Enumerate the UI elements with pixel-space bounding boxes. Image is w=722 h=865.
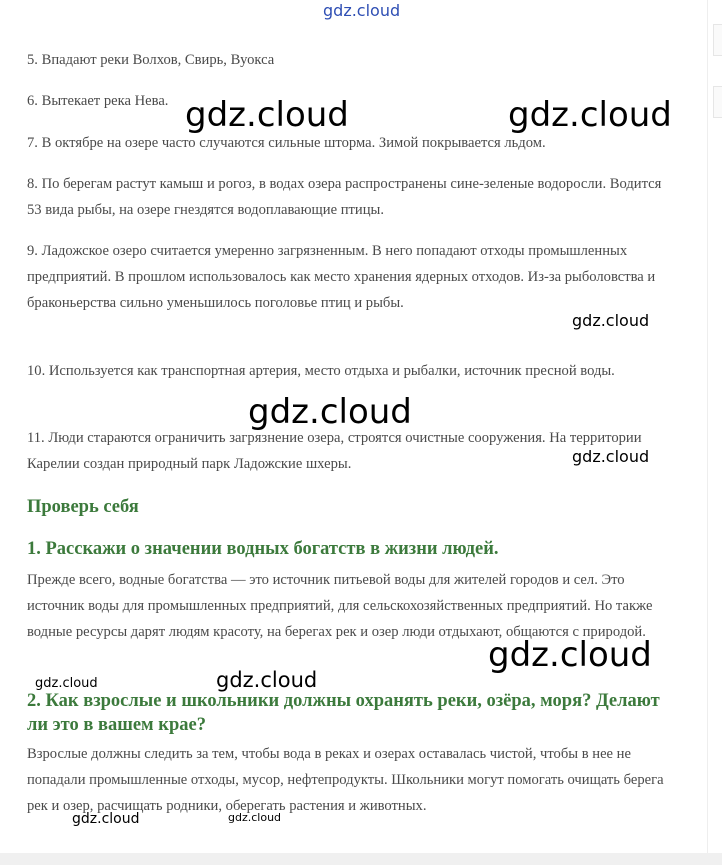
right-edge-panel (707, 0, 722, 865)
watermark: gdz.cloud (488, 635, 652, 675)
watermark: gdz.cloud (72, 811, 140, 827)
watermark: gdz.cloud (35, 676, 98, 691)
answer-8: 8. По берегам растут камыш и рогоз, в водах озера распространены сине-зеленые водоросли. Водится 53 вида рыбы, на озере гнездятся водоплавающие птицы. (27, 176, 662, 218)
side-widget (713, 24, 722, 56)
answer-7: 7. В октябре на озере часто случаются сильные шторма. Зимой покрывается льдом. (27, 135, 546, 151)
answer-9: 9. Ладожское озеро считается умеренно загрязненным. В него попадают отходы промышленных предприятий. В прошлом использовалось как место хранения ядерных отходов. Из-за рыболовства и браконьерства сильно уменьшилось поголовье птиц и рыбы. (27, 243, 656, 311)
watermark: gdz.cloud (216, 668, 318, 692)
watermark-top: gdz.cloud (323, 1, 401, 20)
answer-11: 11. Люди стараются ограничить загрязнение озера, строятся очистные сооружения. На территории Карелии создан природный парк Ладожские шхеры. (27, 430, 642, 472)
answer-6: 6. Вытекает река Нева. (27, 93, 169, 109)
answer-10: 10. Используется как транспортная артерия, место отдыха и рыбалки, источник пресной воды. (27, 363, 615, 379)
footer-divider (0, 853, 722, 865)
side-widget (713, 86, 722, 118)
watermark: gdz.cloud (508, 95, 672, 135)
watermark: gdz.cloud (248, 392, 412, 432)
watermark: gdz.cloud (185, 95, 349, 135)
watermark: gdz.cloud (572, 311, 650, 330)
question-1-answer: Прежде всего, водные богатства — это источник питьевой воды для жителей городов и сел. Это источник воды для промышленных предприятий, для сельскохозяйственных предприятий. Но также водные ресурсы дарят людям красоту, на берегах рек и озер люди отдыхают, общаются с природой. (27, 572, 653, 640)
answer-5: 5. Впадают реки Волхов, Свирь, Вуокса (27, 52, 275, 68)
check-section-title: Проверь себя (27, 497, 139, 517)
question-1-heading: 1. Расскажи о значении водных богатств в жизни людей. (27, 539, 499, 559)
watermark: gdz.cloud (228, 811, 282, 824)
question-2-heading: 2. Как взрослые и школьники должны охранять реки, озёра, моря? Делают ли это в вашем крае? (27, 691, 660, 735)
watermark: gdz.cloud (572, 447, 650, 466)
question-2-answer: Взрослые должны следить за тем, чтобы вода в реках и озерах оставалась чистой, чтобы в нее не попадали промышленные отходы, мусор, нефтепродукты. Школьники могут помогать очищать берега рек и озер, расчищать родники, оберегать растения и животных. (27, 746, 664, 814)
